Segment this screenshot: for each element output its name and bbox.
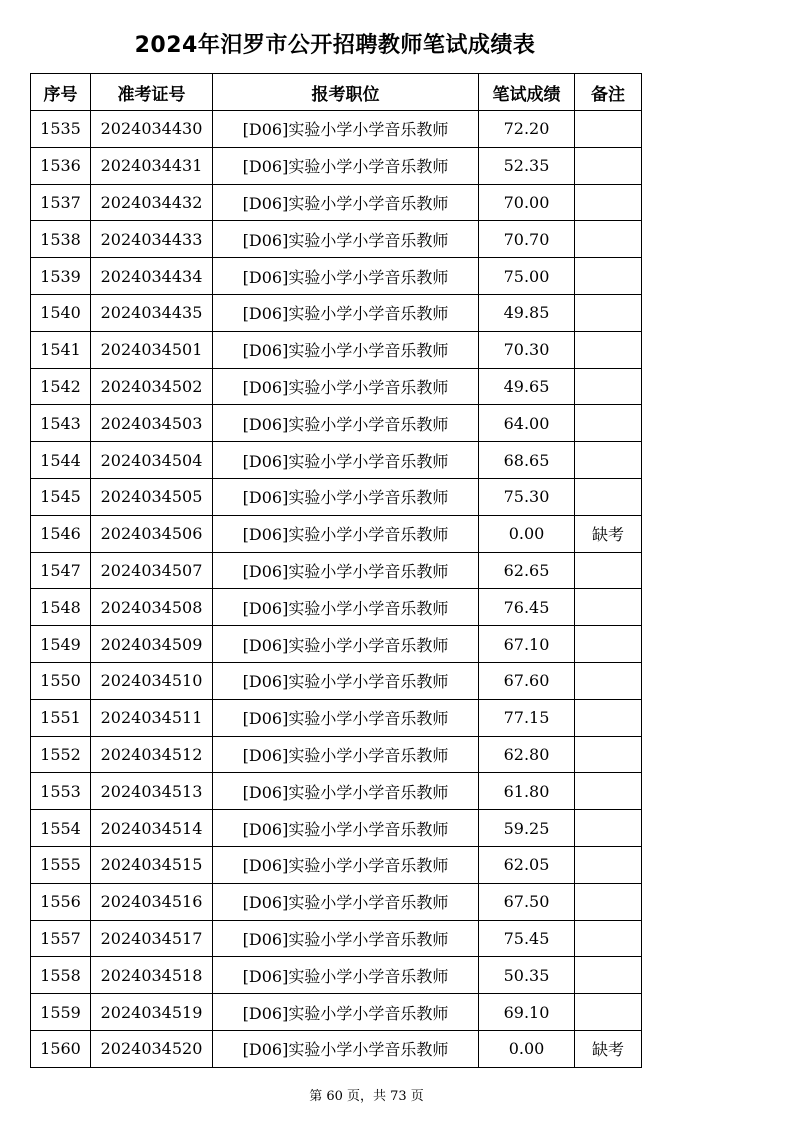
cell-ticket: 2024034432: [91, 184, 213, 221]
cell-position: [D06]实验小学小学音乐教师: [213, 883, 479, 920]
cell-remark: [575, 221, 642, 258]
cell-position: [D06]实验小学小学音乐教师: [213, 258, 479, 295]
cell-seq: 1549: [31, 626, 91, 663]
cell-remark: [575, 111, 642, 148]
header-seq: 序号: [31, 74, 91, 111]
cell-ticket: 2024034515: [91, 846, 213, 883]
cell-ticket: 2024034506: [91, 515, 213, 552]
cell-remark: 缺考: [575, 515, 642, 552]
table-row: [31, 957, 642, 994]
cell-remark: [575, 994, 642, 1031]
cell-remark: [575, 699, 642, 736]
cell-score: 62.80: [479, 736, 575, 773]
cell-score: 68.65: [479, 442, 575, 479]
cell-position: [D06]实验小学小学音乐教师: [213, 662, 479, 699]
cell-score: 62.05: [479, 846, 575, 883]
header-remark: 备注: [575, 74, 642, 111]
cell-remark: [575, 442, 642, 479]
cell-remark: [575, 368, 642, 405]
cell-position: [D06]实验小学小学音乐教师: [213, 773, 479, 810]
cell-ticket: 2024034514: [91, 810, 213, 847]
table-row: [31, 626, 642, 663]
table-row: [31, 405, 642, 442]
cell-position: [D06]实验小学小学音乐教师: [213, 994, 479, 1031]
cell-remark: [575, 810, 642, 847]
table-row: [31, 368, 642, 405]
cell-ticket: 2024034433: [91, 221, 213, 258]
cell-position: [D06]实验小学小学音乐教师: [213, 478, 479, 515]
table-row: [31, 478, 642, 515]
cell-score: 75.45: [479, 920, 575, 957]
cell-seq: 1544: [31, 442, 91, 479]
cell-remark: [575, 846, 642, 883]
table-row: [31, 184, 642, 221]
cell-position: [D06]实验小学小学音乐教师: [213, 846, 479, 883]
cell-seq: 1550: [31, 662, 91, 699]
cell-seq: 1547: [31, 552, 91, 589]
cell-seq: 1538: [31, 221, 91, 258]
cell-ticket: 2024034518: [91, 957, 213, 994]
cell-score: 70.70: [479, 221, 575, 258]
cell-ticket: 2024034516: [91, 883, 213, 920]
cell-score: 67.60: [479, 662, 575, 699]
cell-score: 72.20: [479, 111, 575, 148]
table-row: [31, 111, 642, 148]
cell-seq: 1542: [31, 368, 91, 405]
header-position: 报考职位: [213, 74, 479, 111]
cell-score: 0.00: [479, 515, 575, 552]
cell-seq: 1543: [31, 405, 91, 442]
cell-score: 0.00: [479, 1030, 575, 1067]
cell-remark: [575, 294, 642, 331]
cell-score: 62.65: [479, 552, 575, 589]
cell-ticket: 2024034501: [91, 331, 213, 368]
cell-remark: 缺考: [575, 1030, 642, 1067]
cell-position: [D06]实验小学小学音乐教师: [213, 442, 479, 479]
table-row: [31, 810, 642, 847]
cell-position: [D06]实验小学小学音乐教师: [213, 920, 479, 957]
cell-seq: 1555: [31, 846, 91, 883]
cell-remark: [575, 589, 642, 626]
page-title: 2024年汨罗市公开招聘教师笔试成绩表: [134, 33, 536, 58]
cell-position: [D06]实验小学小学音乐教师: [213, 147, 479, 184]
table-body: [31, 111, 642, 1068]
cell-seq: 1556: [31, 883, 91, 920]
table-row: [31, 221, 642, 258]
table-row: [31, 442, 642, 479]
cell-position: [D06]实验小学小学音乐教师: [213, 589, 479, 626]
cell-remark: [575, 626, 642, 663]
table-row: [31, 699, 642, 736]
cell-ticket: 2024034504: [91, 442, 213, 479]
cell-score: 67.10: [479, 626, 575, 663]
cell-score: 49.65: [479, 368, 575, 405]
cell-score: 70.30: [479, 331, 575, 368]
header-score: 笔试成绩: [479, 74, 575, 111]
cell-seq: 1558: [31, 957, 91, 994]
table-row: [31, 294, 642, 331]
cell-ticket: 2024034430: [91, 111, 213, 148]
cell-seq: 1553: [31, 773, 91, 810]
cell-position: [D06]实验小学小学音乐教师: [213, 368, 479, 405]
cell-ticket: 2024034505: [91, 478, 213, 515]
cell-remark: [575, 258, 642, 295]
cell-ticket: 2024034513: [91, 773, 213, 810]
cell-seq: 1557: [31, 920, 91, 957]
cell-remark: [575, 883, 642, 920]
cell-seq: 1536: [31, 147, 91, 184]
cell-score: 49.85: [479, 294, 575, 331]
cell-ticket: 2024034502: [91, 368, 213, 405]
cell-position: [D06]实验小学小学音乐教师: [213, 294, 479, 331]
cell-seq: 1537: [31, 184, 91, 221]
cell-ticket: 2024034434: [91, 258, 213, 295]
cell-position: [D06]实验小学小学音乐教师: [213, 957, 479, 994]
cell-position: [D06]实验小学小学音乐教师: [213, 736, 479, 773]
cell-remark: [575, 957, 642, 994]
table-row: [31, 883, 642, 920]
table-row: [31, 773, 642, 810]
cell-remark: [575, 773, 642, 810]
cell-score: 50.35: [479, 957, 575, 994]
cell-ticket: 2024034519: [91, 994, 213, 1031]
cell-remark: [575, 331, 642, 368]
cell-position: [D06]实验小学小学音乐教师: [213, 810, 479, 847]
table-row: [31, 331, 642, 368]
cell-remark: [575, 552, 642, 589]
header-row: [31, 74, 642, 111]
cell-position: [D06]实验小学小学音乐教师: [213, 111, 479, 148]
cell-seq: 1539: [31, 258, 91, 295]
cell-seq: 1559: [31, 994, 91, 1031]
cell-seq: 1545: [31, 478, 91, 515]
cell-position: [D06]实验小学小学音乐教师: [213, 626, 479, 663]
cell-seq: 1560: [31, 1030, 91, 1067]
cell-score: 64.00: [479, 405, 575, 442]
cell-ticket: 2024034517: [91, 920, 213, 957]
cell-remark: [575, 920, 642, 957]
cell-score: 70.00: [479, 184, 575, 221]
cell-ticket: 2024034435: [91, 294, 213, 331]
cell-ticket: 2024034520: [91, 1030, 213, 1067]
cell-score: 52.35: [479, 147, 575, 184]
cell-ticket: 2024034512: [91, 736, 213, 773]
cell-position: [D06]实验小学小学音乐教师: [213, 405, 479, 442]
cell-position: [D06]实验小学小学音乐教师: [213, 221, 479, 258]
table-row: [31, 1030, 642, 1067]
cell-seq: 1541: [31, 331, 91, 368]
cell-position: [D06]实验小学小学音乐教师: [213, 552, 479, 589]
cell-seq: 1554: [31, 810, 91, 847]
cell-score: 76.45: [479, 589, 575, 626]
cell-seq: 1535: [31, 111, 91, 148]
cell-score: 77.15: [479, 699, 575, 736]
cell-score: 59.25: [479, 810, 575, 847]
table-row: [31, 994, 642, 1031]
cell-remark: [575, 184, 642, 221]
cell-score: 69.10: [479, 994, 575, 1031]
table-row: [31, 736, 642, 773]
cell-remark: [575, 662, 642, 699]
cell-ticket: 2024034503: [91, 405, 213, 442]
cell-remark: [575, 478, 642, 515]
table-row: [31, 846, 642, 883]
cell-seq: 1548: [31, 589, 91, 626]
cell-ticket: 2024034507: [91, 552, 213, 589]
cell-position: [D06]实验小学小学音乐教师: [213, 699, 479, 736]
cell-ticket: 2024034431: [91, 147, 213, 184]
cell-ticket: 2024034509: [91, 626, 213, 663]
table-row: [31, 552, 642, 589]
cell-score: 75.30: [479, 478, 575, 515]
cell-remark: [575, 147, 642, 184]
table-row: [31, 258, 642, 295]
table-row: [31, 515, 642, 552]
header-ticket: 准考证号: [91, 74, 213, 111]
table-row: [31, 662, 642, 699]
cell-seq: 1552: [31, 736, 91, 773]
cell-score: 75.00: [479, 258, 575, 295]
cell-seq: 1540: [31, 294, 91, 331]
cell-remark: [575, 405, 642, 442]
cell-position: [D06]实验小学小学音乐教师: [213, 331, 479, 368]
cell-seq: 1551: [31, 699, 91, 736]
cell-seq: 1546: [31, 515, 91, 552]
cell-remark: [575, 736, 642, 773]
cell-ticket: 2024034511: [91, 699, 213, 736]
cell-position: [D06]实验小学小学音乐教师: [213, 515, 479, 552]
cell-ticket: 2024034510: [91, 662, 213, 699]
score-table: [30, 73, 642, 1068]
page-footer: 第 60 页，共 73 页: [309, 1089, 424, 1104]
cell-ticket: 2024034508: [91, 589, 213, 626]
cell-position: [D06]实验小学小学音乐教师: [213, 1030, 479, 1067]
cell-score: 61.80: [479, 773, 575, 810]
cell-position: [D06]实验小学小学音乐教师: [213, 184, 479, 221]
table-row: [31, 920, 642, 957]
cell-score: 67.50: [479, 883, 575, 920]
table-row: [31, 589, 642, 626]
table-row: [31, 147, 642, 184]
